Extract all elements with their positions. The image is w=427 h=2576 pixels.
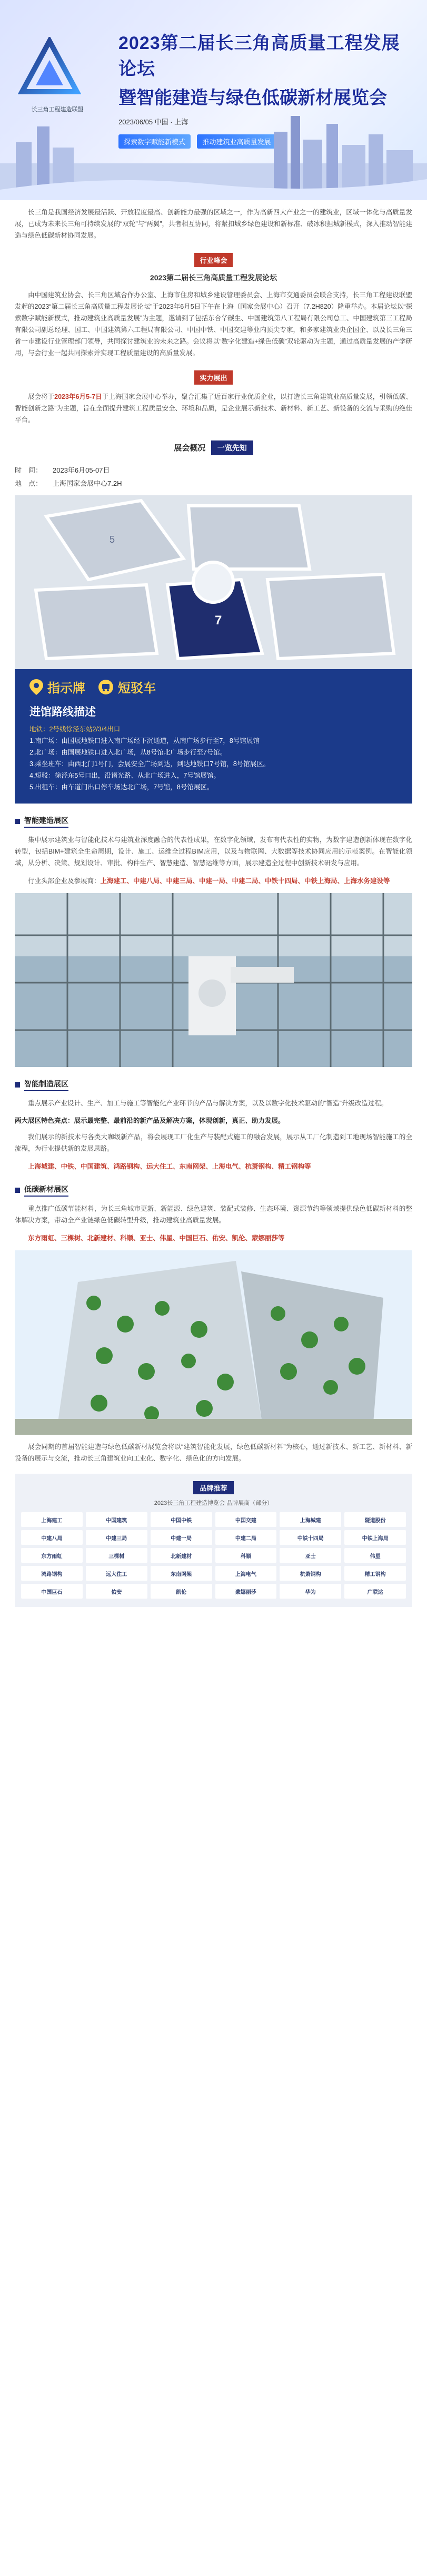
- brand-logo-cell: 东南网架: [151, 1566, 212, 1581]
- time-value: 2023年6月05-07日: [53, 466, 110, 474]
- lowcarbon-exhibitors: [0, 1232, 427, 1244]
- brand-logo-cell: 科顺: [215, 1548, 277, 1563]
- robot-arm-photo: [15, 893, 412, 1067]
- banner-title-line2: 暨智能建造与绿色低碳新材展览会: [118, 88, 387, 108]
- exhibitors-list: 上海建工、中建八局、中建三局、中建一局、中建二局、中铁十四局、中铁上海局、上海水务建设等: [100, 877, 390, 885]
- route-line: 地铁：2号线徐泾东站2/3/4出口: [29, 726, 121, 733]
- route-title: 进馆路线描述: [29, 706, 96, 718]
- smart-construction-exhibitors: [0, 875, 427, 887]
- overview-title: 展会概况: [174, 444, 206, 453]
- heading-square-icon: [15, 1082, 20, 1088]
- info-place-row: [0, 478, 427, 488]
- route-line: 4.短驳：徐泾东5号口出，沿诸光路、从北广场进入，7号馆展馆。: [29, 772, 220, 779]
- brand-logo-cell: 鸿路钢构: [21, 1566, 83, 1581]
- brand-logo-cell: 上海建工: [21, 1512, 83, 1527]
- shuttle-badge: [98, 678, 156, 696]
- brand-logo-cell: 东方雨虹: [21, 1548, 83, 1563]
- brand-logo-cell: 蒙娜丽莎: [215, 1584, 277, 1599]
- brand-logo-cell: 隧道股份: [344, 1512, 406, 1527]
- brand-logo-cell: 中建八局: [21, 1530, 83, 1545]
- exhibit-paragraph: [0, 391, 427, 426]
- city-skyline-image: [0, 111, 427, 200]
- overview-heading: [0, 440, 427, 455]
- brand-logo-cell: 中铁上海局: [344, 1530, 406, 1545]
- logo-caption: 长三角工程建造联盟: [31, 106, 84, 113]
- closing-paragraph: 展会同期的首届智能建造与绿色低碳新材展览会将以“建筑智能化发展，绿色低碳新材料”为核心，通过新技术、新工艺、新材料、新设备的展示与交流，推动长三角建筑业向工业化、数字化、绿色化的方向发展。: [15, 1443, 412, 1462]
- section-tag-forum: [0, 253, 427, 267]
- brand-grid: [21, 1512, 406, 1599]
- brand-logo-cell: 凯伦: [151, 1584, 212, 1599]
- brand-logo-cell: 华为: [280, 1584, 341, 1599]
- signpost-label: 指示牌: [47, 681, 85, 696]
- brand-logo-cell: 中国交建: [215, 1512, 277, 1527]
- smart-construction-title: 智能建造展区: [24, 815, 68, 828]
- exhibitors-prefix: 行业头部企业及参展商：: [28, 877, 101, 885]
- alliance-logo: [18, 37, 97, 113]
- exhibit-date-highlight: 2023年6月5-7日: [54, 393, 102, 400]
- brand-logo-cell: 亚士: [280, 1548, 341, 1563]
- location-pin-icon: [29, 679, 43, 695]
- brand-logo-cell: 杭萧钢构: [280, 1566, 341, 1581]
- forum-subtitle: 2023第二届长三角高质量工程发展论坛: [150, 273, 277, 282]
- smart-construction-heading: [15, 815, 412, 828]
- forum-paragraph: 由中国建筑业协会、长三角区域合作办公室、上海市住房和城乡建设管理委员会、上海市交通委员会联合支持，长三角工程建设联盟发起的2023“第二届长三角高质量工程发展论坛”于2023年6月5日下午在上海（国家会展中心）召开（7.2H820）隆重举办。本届论坛以“探索数字赋能新模式，推动建筑业高质量发展”为主题，邀请到了包括东合华碳生、中国建筑第八工程局有限公司总工、中国建筑第三工程局有限公司副总经理、国工、中国建筑第六工程局有限公司、中国中铁、中国交建等业内顶尖专家，和多家建筑业央企国企、以及长三角三省一市建设行业管理部门领导，共同探讨建筑业的未来之路。会议将以“数字化建造+绿色低碳”双轮驱动为主题，通过高质量发展的产学研用，与会行业一起共同探索并实现工程质量建设的高质量发展。: [15, 291, 412, 357]
- signpost-badge: [29, 678, 85, 696]
- brand-logo-cell: 上海电气: [215, 1566, 277, 1581]
- brand-logo-cell: 中建三局: [86, 1530, 147, 1545]
- section-tag-exhibit: [0, 370, 427, 385]
- intro-paragraph: 长三角是我国经济发展最活跃、开放程度最高、创新能力最强的区域之一，作为高新四大产业之一的建筑业，区域一体化与高质量发展，已成为未来长三角可持续发展的“双轮”与“两翼”，共者相互协同，将紧扣城乡绿色建设和新标准、破冰积担城新模式，深入推动智能建造与绿色低碳新材协同发展。: [15, 209, 412, 239]
- route-line: 5.出租车：由车道门出口停车场达北广场，7号馆，8号馆展区。: [29, 783, 214, 791]
- exhibit-text-post: 于上海国家会展中心举办，聚合汇集了近百家行业优质企业，以打造长三角建筑业高质量发展，引领低碳、智能创新之路”为主题，旨在全面提升建筑工程质量安全、环境和品质，是企业展示新技术、新材料、新工艺、新设备的交流与采购的绝佳平台。: [15, 393, 412, 424]
- brand-logo-cell: 佑安: [86, 1584, 147, 1599]
- logo-triangle-icon: [18, 37, 81, 100]
- route-line: 3.乘坐班车：由西北门1号门，会展安全广场到达，到达地铁口7号馆，8号馆展区。: [29, 760, 270, 768]
- brand-logo-cell: 精工钢构: [344, 1566, 406, 1581]
- brand-logo-cell: 中国巨石: [21, 1584, 83, 1599]
- brand-logo-cell: 中建一局: [151, 1530, 212, 1545]
- construction-robot-image: [15, 893, 412, 1067]
- brand-logo-cell: 中铁十四局: [280, 1530, 341, 1545]
- lowcarbon-paragraph: 重点推广低碳节能材料，为长三角城市更新、新能源、绿色建筑、装配式装修、生态环境、资源节约等领域提供绿色低碳新材料的整体解决方案，带动全产业链绿色低碳转型升级，推动建筑业高质量发展。: [15, 1205, 412, 1224]
- lowcarbon-exhibitors-list: 东方雨虹、三棵树、北新建材、科顺、亚士、伟星、中国巨石、佑安、凯伦、蒙娜丽莎等: [28, 1235, 285, 1242]
- brand-logo-cell: 广联达: [344, 1584, 406, 1599]
- heading-square-icon: [15, 819, 20, 824]
- smart-manufacturing-title: 智能制造展区: [24, 1079, 68, 1091]
- shuttle-bus-icon: [98, 679, 114, 695]
- route-line: 2.北广场：由国展地铁口进入北广场，从8号馆北广场步行至7号馆。: [29, 749, 227, 756]
- smart-manufacturing-exhibitors: [0, 1161, 427, 1172]
- green-building-photo: [15, 1250, 412, 1435]
- route-line: 1.南广场：由国展地铁口进入南广场经下沉通道，从南广场步行至7，8号馆展馆: [29, 737, 260, 745]
- brand-logo-cell: 中建二局: [215, 1530, 277, 1545]
- place-label: 地 点：: [15, 479, 43, 487]
- banner-subtitle-2: 推动建筑业高质量发展: [197, 134, 276, 149]
- svg-text:5: 5: [110, 534, 115, 545]
- svg-text:7: 7: [215, 613, 222, 628]
- brand-logo-cell: 三棵树: [86, 1548, 147, 1563]
- green-building-image: [15, 1250, 412, 1435]
- banner-title-line1: [118, 28, 413, 80]
- venue-map-image: [15, 495, 412, 669]
- smart-manufacturing-paragraph: 重点展示产业设计、生产、加工与施工等智能化产业环节的产品与解决方案，以及以数字化技术驱动的“智造”升级改造过程。: [28, 1100, 388, 1107]
- lowcarbon-heading: [15, 1184, 412, 1197]
- banner-year: 2023: [118, 33, 161, 53]
- route-panel: [15, 669, 412, 804]
- shuttle-label: 短驳车: [118, 681, 156, 696]
- info-time-row: [0, 465, 427, 475]
- heading-square-icon: [15, 1188, 20, 1193]
- brand-title: 品牌推荐: [193, 1481, 233, 1494]
- forum-tag-label: 行业峰会: [194, 253, 232, 267]
- smart-manufacturing-heading: [15, 1079, 412, 1091]
- banner-title-text1: 第二届长三角高质量工程发展论坛: [118, 33, 400, 79]
- brand-logo-cell: 中国中铁: [151, 1512, 212, 1527]
- brand-logo-cell: 远大住工: [86, 1566, 147, 1581]
- exhibit-text-pre: 展会将于: [28, 393, 55, 400]
- brand-subtitle: 2023长三角工程建造博览会 品牌展商（部分）: [154, 1500, 273, 1506]
- smart-construction-paragraph: 集中展示建筑业与智能化技术与建筑业深度融合的代表性成果，在数字化领域，发布有代表性的实物，为数字建造创新体现在数字化转型，包括BIM+建筑全生命周期，设计、施工、运维全过程BIM应用，以及与物联网、大数据等技术协同应用的示范案例。在智能化领域，从分析、决策、规划设计、审批、构件生产、智慧建造、智慧运维等方面，展示建造全过程中创新技术研发与应用。: [15, 836, 412, 867]
- overview-badge: 一览先知: [211, 440, 253, 455]
- smart-manufacturing-highlight: 两大展区特色亮点：展示最完整、最前沿的新产品及解决方案，体现创新，真正、助力发展。: [15, 1117, 285, 1124]
- banner-date: 2023/06/05 中国 · 上海: [118, 118, 188, 126]
- exhibit-tag-label: 实力展出: [194, 370, 232, 385]
- brand-logo-cell: 北新建材: [151, 1548, 212, 1563]
- banner-subtitle-1: 探索数字赋能新模式: [118, 134, 191, 149]
- lowcarbon-title: 低碳新材展区: [24, 1184, 68, 1197]
- route-badges: [29, 678, 398, 696]
- time-label: 时 间：: [15, 466, 43, 474]
- hero-banner: [0, 0, 427, 200]
- brand-wall: [15, 1474, 412, 1607]
- brand-heading: [21, 1481, 406, 1494]
- place-value: 上海国家会展中心7.2H: [53, 479, 122, 487]
- brand-logo-cell: 伟星: [344, 1548, 406, 1563]
- brand-logo-cell: 上海城建: [280, 1512, 341, 1527]
- smart-manufacturing-paragraph-2: 我们展示的新技术与各类大咖级新产品，将会展现工厂化生产与装配式施工的融合发展，展示从工厂化制造到工地现场智能施工的全流程，为行业提供新的发展思路。: [15, 1133, 412, 1152]
- venue-map-drawing: [15, 495, 412, 669]
- brand-logo-cell: 中国建筑: [86, 1512, 147, 1527]
- manufacturing-exhibitors-list: 上海城建、中铁、中国建筑、鸿路钢构、远大住工、东南网架、上海电气、杭萧钢构、精工钢构等: [28, 1163, 311, 1170]
